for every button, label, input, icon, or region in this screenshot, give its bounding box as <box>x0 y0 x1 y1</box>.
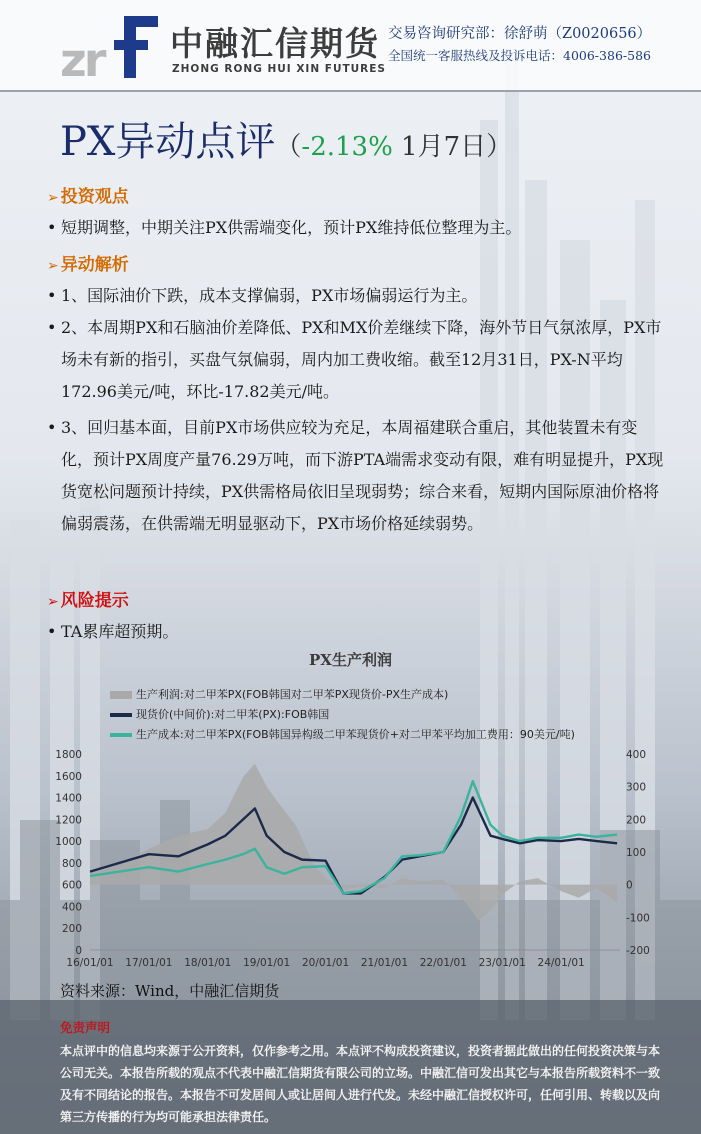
chart-title: PX生产利润 <box>309 651 392 669</box>
y-left-tick-label: 600 <box>61 879 82 892</box>
x-tick-label: 23/01/01 <box>478 957 526 969</box>
company-logo-icon <box>60 10 160 82</box>
analysis-item <box>47 412 667 540</box>
header-bar <box>0 0 701 92</box>
analysis-text-3: 3、回归基本面，目前PX市场供应较为充足，本周福建联合重启，其他装置未有变化，预计PX周度产量76.29万吨，而下游PTA端需求变动有限，难有明显提升，PX现货宽松问题预计持续，PX供需格局依旧呈现弱势；综合来看，短期内国际原油价格将偏弱震荡，在供需端无明显驱动下，PX市场价格延续弱势。 <box>61 418 664 533</box>
analysis-text-1: 1、国际油价下跌，成本支撑偏弱，PX市场偏弱运行为主。 <box>61 286 478 305</box>
company-name-cn: 中融汇信期货 <box>170 24 380 63</box>
y-left-tick-label: 1800 <box>55 749 82 761</box>
y-right-tick-label: -100 <box>626 912 650 925</box>
y-left-tick-label: 400 <box>61 901 82 914</box>
page-title <box>60 110 512 167</box>
bullet-icon: • <box>47 622 57 641</box>
legend-item-spot <box>110 706 329 722</box>
x-tick-label: 20/01/01 <box>301 957 350 969</box>
y-right-tick-label: 0 <box>626 879 633 892</box>
section-analysis-label: 异动解析 <box>60 255 129 275</box>
legend-label-profit: 生产利润:对二甲苯PX(FOB韩国对二甲苯PX现货价-PX生产成本) <box>136 688 449 701</box>
y-left-tick-label: 200 <box>61 923 82 936</box>
y-left-tick-label: 1200 <box>55 814 82 827</box>
y-right-tick-label: 200 <box>626 814 647 827</box>
legend-swatch-spot <box>110 713 132 717</box>
title-date: 1月7日 <box>392 132 487 162</box>
data-source: 资料来源：Wind，中融汇信期货 <box>60 982 280 1000</box>
title-main: PX异动点评 <box>60 119 276 165</box>
x-tick-label: 16/01/01 <box>66 957 114 969</box>
y-left-tick-label: 1000 <box>55 836 82 849</box>
section-investment-view <box>47 182 129 207</box>
x-tick-label: 24/01/01 <box>537 957 585 969</box>
company-name-en: ZHONG RONG HUI XIN FUTURES <box>172 63 386 75</box>
disclaimer-text: 本点评中的信息均来源于公开资料，仅作参考之用。本点评不构成投资建议，投资者据此做出的任何投资决策与本公司无关。本报告所载的观点不代表中融汇信期货有限公司的立场。中融汇信可发出其它与本报告所载资料不一致及有不同结论的报告。本报告不可发居间人或让居间人进行代发。未经中融汇信授权许可，任何引用、转载以及向第三方传播的行为均可能承担法律责任。 <box>60 1044 661 1124</box>
section-investment-view-label: 投资观点 <box>60 187 129 207</box>
risk-text: TA累库超预期。 <box>61 622 179 641</box>
risk-item <box>47 616 667 648</box>
px-profit-chart <box>40 740 670 980</box>
series-profit-area <box>90 764 617 921</box>
y-left-tick-label: 1600 <box>55 770 82 783</box>
section-analysis <box>47 250 129 275</box>
x-tick-label: 18/01/01 <box>184 957 232 969</box>
x-tick-label: 21/01/01 <box>360 957 409 969</box>
bullet-icon: • <box>47 418 57 437</box>
x-tick-label: 22/01/01 <box>419 957 467 969</box>
y-right-tick-label: 100 <box>626 847 647 859</box>
x-tick-label: 17/01/01 <box>125 957 173 969</box>
arrow-icon: ➢ <box>47 190 59 206</box>
arrow-icon: ➢ <box>47 594 59 610</box>
bullet-icon: • <box>47 286 57 305</box>
y-right-tick-label: -200 <box>626 945 650 957</box>
investment-view-item <box>47 212 667 244</box>
section-risk-label: 风险提示 <box>60 591 129 611</box>
bullet-icon: • <box>47 218 57 237</box>
analyst-contact: 交易咨询研究部：徐舒萌（Z0020656） <box>388 26 652 42</box>
y-left-tick-label: 800 <box>61 857 82 870</box>
disclaimer-title: 免责声明 <box>60 1020 111 1035</box>
arrow-icon: ➢ <box>47 258 59 274</box>
title-close-paren: ） <box>486 132 513 162</box>
bullet-icon: • <box>47 318 57 337</box>
legend-swatch-cost <box>110 733 132 737</box>
legend-swatch-profit <box>110 691 132 699</box>
price-change: -2.13% <box>301 132 393 162</box>
investment-view-text: 短期调整，中期关注PX供需端变化，预计PX维持低位整理为主。 <box>61 218 522 237</box>
y-left-tick-label: 0 <box>75 945 82 957</box>
legend-label-cost: 生产成本:对二甲苯PX(FOB韩国异构级二甲苯现货价+对二甲苯平均加工费用：90美元/吨) <box>136 728 575 741</box>
analysis-item <box>47 312 667 408</box>
analysis-item <box>47 280 667 312</box>
svg-text:zr: zr <box>60 33 104 82</box>
title-open-paren: （ <box>275 132 302 162</box>
analysis-text-2: 2、本周期PX和石脑油价差降低、PX和MX价差继续下降，海外节日气氛浓厚，PX市场未有新的指引，买盘气氛偏弱，周内加工费收缩。截至12月31日，PX-N平均172.96美元/吨，环比-17.82美元/吨。 <box>61 318 662 401</box>
section-risk <box>47 586 129 611</box>
x-tick-label: 19/01/01 <box>243 957 291 969</box>
hotline-contact: 全国统一客服热线及投诉电话：4006-386-586 <box>388 48 651 63</box>
y-right-tick-label: 300 <box>626 781 647 794</box>
y-right-tick-label: 400 <box>626 749 647 761</box>
y-left-tick-label: 1400 <box>55 792 82 805</box>
legend-label-spot: 现货价(中间价):对二甲苯(PX):FOB韩国 <box>136 708 330 721</box>
legend-item-profit <box>110 686 448 702</box>
